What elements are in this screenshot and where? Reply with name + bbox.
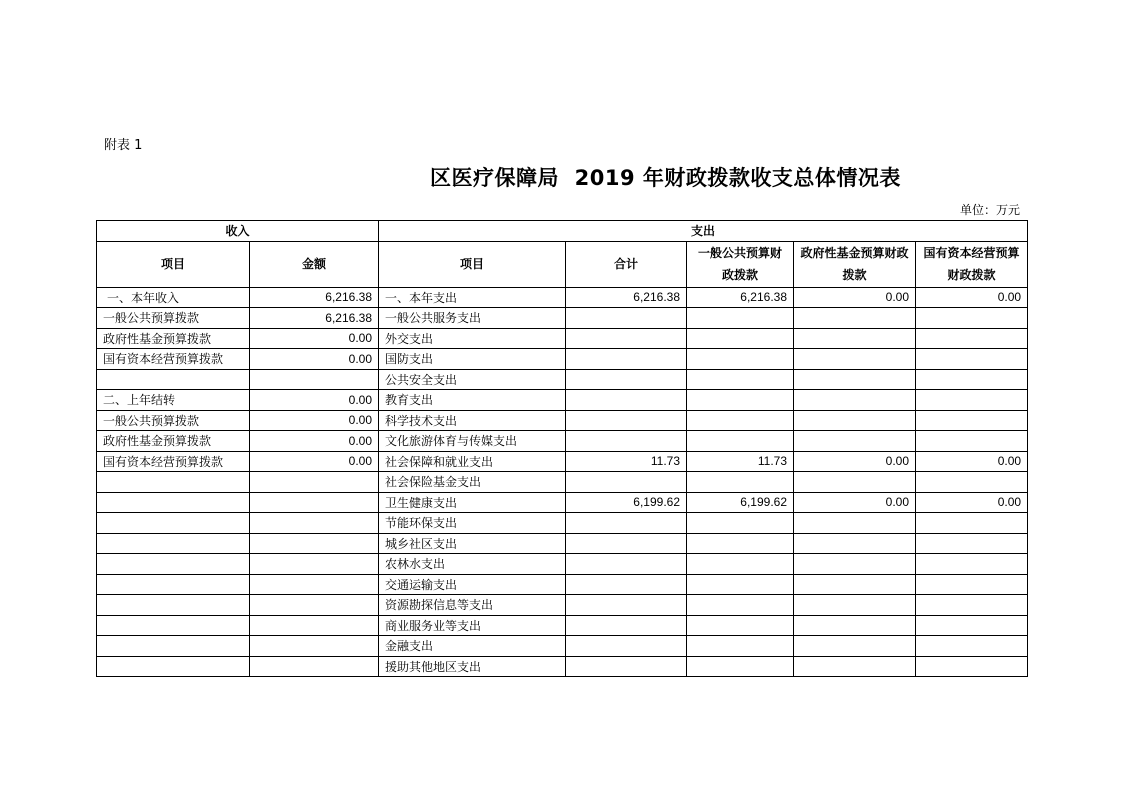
table-row [97, 656, 1028, 677]
table-row [97, 574, 1028, 595]
fund-budget-cell [794, 533, 916, 554]
income-amount-cell: 0.00 [250, 431, 379, 452]
general-budget-cell [687, 349, 794, 370]
expense-item-cell: 一、本年支出 [379, 287, 566, 308]
table-body [97, 287, 1028, 677]
total-cell [566, 656, 687, 677]
unit-label: 单位：万元 [959, 203, 1020, 217]
general-budget-cell [687, 554, 794, 575]
income-amount-cell [250, 533, 379, 554]
income-amount-cell: 0.00 [250, 349, 379, 370]
attachment-label: 附表 1 [104, 138, 143, 153]
fund-budget-cell [794, 615, 916, 636]
expense-item-cell: 教育支出 [379, 390, 566, 411]
state-capital-budget-cell [916, 472, 1028, 493]
income-amount-cell [250, 656, 379, 677]
fund-budget-cell [794, 349, 916, 370]
col-header-expense-item: 项目 [379, 241, 566, 287]
expense-item-cell: 社会保险基金支出 [379, 472, 566, 493]
expense-item-cell: 外交支出 [379, 328, 566, 349]
state-capital-budget-cell [916, 595, 1028, 616]
expense-item-cell: 科学技术支出 [379, 410, 566, 431]
income-item-cell: 政府性基金预算拨款 [97, 431, 250, 452]
total-cell [566, 328, 687, 349]
fund-budget-cell [794, 513, 916, 534]
total-cell: 11.73 [566, 451, 687, 472]
general-budget-cell [687, 595, 794, 616]
fund-budget-cell [794, 574, 916, 595]
table-row [97, 513, 1028, 534]
expense-item-cell: 国防支出 [379, 349, 566, 370]
expense-item-cell: 交通运输支出 [379, 574, 566, 595]
income-item-cell: 国有资本经营预算拨款 [97, 451, 250, 472]
income-amount-cell [250, 513, 379, 534]
income-item-cell [97, 636, 250, 657]
fund-budget-cell [794, 656, 916, 677]
fund-budget-cell [794, 410, 916, 431]
income-amount-cell: 0.00 [250, 328, 379, 349]
total-cell [566, 533, 687, 554]
expense-item-cell: 资源勘探信息等支出 [379, 595, 566, 616]
state-capital-budget-cell [916, 328, 1028, 349]
col-header-general-budget: 一般公共预算财政拨款 [687, 241, 794, 287]
budget-table [96, 220, 1028, 677]
state-capital-budget-cell [916, 308, 1028, 329]
income-amount-cell [250, 472, 379, 493]
income-item-cell: 一般公共预算拨款 [97, 410, 250, 431]
state-capital-budget-cell [916, 390, 1028, 411]
income-item-cell [97, 492, 250, 513]
total-cell [566, 349, 687, 370]
income-amount-cell [250, 554, 379, 575]
income-amount-cell: 0.00 [250, 390, 379, 411]
expense-item-cell: 一般公共服务支出 [379, 308, 566, 329]
income-amount-cell: 0.00 [250, 410, 379, 431]
expense-item-cell: 农林水支出 [379, 554, 566, 575]
fund-budget-cell [794, 328, 916, 349]
expense-item-cell: 社会保障和就业支出 [379, 451, 566, 472]
state-capital-budget-cell: 0.00 [916, 451, 1028, 472]
state-capital-budget-cell: 0.00 [916, 287, 1028, 308]
general-budget-cell [687, 431, 794, 452]
general-budget-cell: 11.73 [687, 451, 794, 472]
state-capital-budget-cell [916, 369, 1028, 390]
total-cell [566, 615, 687, 636]
table-row [97, 636, 1028, 657]
table-row [97, 492, 1028, 513]
state-capital-budget-cell [916, 636, 1028, 657]
fund-budget-cell [794, 390, 916, 411]
expense-item-cell: 城乡社区支出 [379, 533, 566, 554]
general-budget-cell [687, 656, 794, 677]
table-row [97, 410, 1028, 431]
general-budget-cell: 6,216.38 [687, 287, 794, 308]
general-budget-cell [687, 636, 794, 657]
total-cell [566, 410, 687, 431]
table-row [97, 615, 1028, 636]
col-header-amount: 金额 [250, 241, 379, 287]
income-item-cell: 一、本年收入 [97, 287, 250, 308]
income-header: 收入 [97, 221, 379, 242]
page-title: 区医疗保障局 2019 年财政拨款收支总体情况表 [430, 166, 901, 190]
income-item-cell: 二、上年结转 [97, 390, 250, 411]
state-capital-budget-cell [916, 431, 1028, 452]
table-row [97, 328, 1028, 349]
table-row [97, 349, 1028, 370]
expense-header: 支出 [379, 221, 1028, 242]
income-item-cell [97, 554, 250, 575]
total-cell [566, 574, 687, 595]
total-cell [566, 390, 687, 411]
state-capital-budget-cell [916, 574, 1028, 595]
income-amount-cell [250, 369, 379, 390]
general-budget-cell: 6,199.62 [687, 492, 794, 513]
expense-item-cell: 援助其他地区支出 [379, 656, 566, 677]
income-item-cell: 一般公共预算拨款 [97, 308, 250, 329]
income-amount-cell [250, 492, 379, 513]
total-cell [566, 554, 687, 575]
income-item-cell [97, 656, 250, 677]
income-item-cell: 政府性基金预算拨款 [97, 328, 250, 349]
col-header-fund-budget: 政府性基金预算财政拨款 [794, 241, 916, 287]
total-cell [566, 369, 687, 390]
income-item-cell [97, 615, 250, 636]
state-capital-budget-cell [916, 533, 1028, 554]
expense-item-cell: 公共安全支出 [379, 369, 566, 390]
income-amount-cell: 6,216.38 [250, 287, 379, 308]
total-cell [566, 636, 687, 657]
col-header-total: 合计 [566, 241, 687, 287]
fund-budget-cell [794, 472, 916, 493]
expense-item-cell: 卫生健康支出 [379, 492, 566, 513]
fund-budget-cell: 0.00 [794, 287, 916, 308]
col-header-income-item: 项目 [97, 241, 250, 287]
general-budget-cell [687, 472, 794, 493]
income-item-cell [97, 472, 250, 493]
state-capital-budget-cell [916, 513, 1028, 534]
expense-item-cell: 商业服务业等支出 [379, 615, 566, 636]
total-cell [566, 595, 687, 616]
income-amount-cell: 0.00 [250, 451, 379, 472]
fund-budget-cell [794, 636, 916, 657]
income-amount-cell [250, 615, 379, 636]
total-cell: 6,216.38 [566, 287, 687, 308]
general-budget-cell [687, 410, 794, 431]
income-amount-cell [250, 574, 379, 595]
table-row [97, 431, 1028, 452]
fund-budget-cell [794, 595, 916, 616]
table-row [97, 472, 1028, 493]
expense-item-cell: 节能环保支出 [379, 513, 566, 534]
general-budget-cell [687, 513, 794, 534]
income-item-cell [97, 574, 250, 595]
state-capital-budget-cell [916, 615, 1028, 636]
table-row [97, 554, 1028, 575]
state-capital-budget-cell [916, 410, 1028, 431]
total-cell [566, 431, 687, 452]
income-amount-cell: 6,216.38 [250, 308, 379, 329]
total-cell [566, 472, 687, 493]
table-row [97, 287, 1028, 308]
table-row [97, 369, 1028, 390]
fund-budget-cell: 0.00 [794, 451, 916, 472]
general-budget-cell [687, 533, 794, 554]
fund-budget-cell [794, 431, 916, 452]
state-capital-budget-cell [916, 349, 1028, 370]
general-budget-cell [687, 390, 794, 411]
income-item-cell [97, 513, 250, 534]
general-budget-cell [687, 615, 794, 636]
general-budget-cell [687, 308, 794, 329]
expense-item-cell: 金融支出 [379, 636, 566, 657]
fund-budget-cell [794, 554, 916, 575]
income-item-cell [97, 533, 250, 554]
table-row [97, 533, 1028, 554]
fund-budget-cell [794, 308, 916, 329]
table-row [97, 390, 1028, 411]
income-amount-cell [250, 595, 379, 616]
fund-budget-cell: 0.00 [794, 492, 916, 513]
state-capital-budget-cell [916, 554, 1028, 575]
general-budget-cell [687, 328, 794, 349]
table-row [97, 308, 1028, 329]
table-row [97, 451, 1028, 472]
income-item-cell [97, 369, 250, 390]
total-cell [566, 513, 687, 534]
total-cell [566, 308, 687, 329]
total-cell: 6,199.62 [566, 492, 687, 513]
income-item-cell [97, 595, 250, 616]
general-budget-cell [687, 574, 794, 595]
expense-item-cell: 文化旅游体育与传媒支出 [379, 431, 566, 452]
income-amount-cell [250, 636, 379, 657]
state-capital-budget-cell [916, 656, 1028, 677]
state-capital-budget-cell: 0.00 [916, 492, 1028, 513]
table-row [97, 595, 1028, 616]
fund-budget-cell [794, 369, 916, 390]
general-budget-cell [687, 369, 794, 390]
income-item-cell: 国有资本经营预算拨款 [97, 349, 250, 370]
col-header-state-capital-budget: 国有资本经营预算财政拨款 [916, 241, 1028, 287]
